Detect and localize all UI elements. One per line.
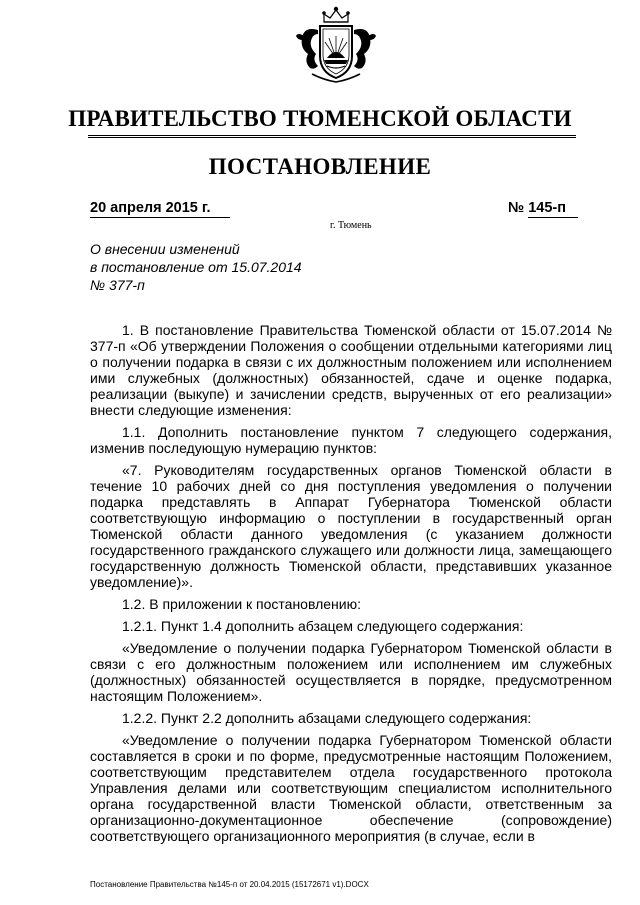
document-footer: Постановление Правительства №145-п от 20.04.2015 (15172671 v1).DOCX bbox=[90, 880, 369, 889]
subject-line: О внесении изменений bbox=[90, 241, 240, 257]
document-number bbox=[508, 200, 594, 218]
number-prefix: № bbox=[508, 200, 525, 216]
number-value: 145-п bbox=[528, 200, 578, 218]
body-paragraph: «Уведомление о получении подарка Губернатором Тюменской области составляется в сроки и по форме, предусмотренные настоящим Положением, соответствующим представителем отдела государственного протокола Управления делами или соответствующим специалистом исполнительного органа государственной власти Тюменской области, ответственным за организационно-документационное обеспечение (сопровождение) соответствующего организационного мероприятия (в случае, если в bbox=[90, 732, 612, 844]
document-city: г. Тюмень bbox=[330, 220, 372, 231]
document-subject bbox=[90, 240, 350, 294]
subject-line: в постановление от 15.07.2014 bbox=[90, 259, 302, 275]
header-rule-bottom bbox=[88, 137, 576, 138]
body-paragraph: 1.2.2. Пункт 2.2 дополнить абзацами следующего содержания: bbox=[122, 710, 532, 726]
header-rule-top bbox=[88, 135, 576, 136]
document-type: ПОСТАНОВЛЕНИЕ bbox=[208, 154, 432, 179]
organization-title: ПРАВИТЕЛЬСТВО ТЮМЕНСКОЙ ОБЛАСТИ bbox=[68, 106, 572, 131]
body-paragraph: 1.2. В приложении к постановлению: bbox=[122, 596, 361, 612]
body-paragraph: 1.1. Дополнить постановление пунктом 7 следующего содержания, изменив последующую нумерацию пунктов: bbox=[90, 424, 612, 456]
body-paragraph: 1.2.1. Пункт 1.4 дополнить абзацем следующего содержания: bbox=[122, 618, 524, 634]
body-paragraph: 1. В постановление Правительства Тюменской области от 15.07.2014 № 377-п «Об утверждении Положения о сообщении отдельными категориями лиц о получении подарка в связи с их должностным положением или исполнением ими служебных (должностных) обязанностей, сдаче и оценке подарка, реализации (выкупе) и зачислении средств, вырученных от его реализации» внести следующие изменения: bbox=[90, 322, 612, 418]
body-paragraph: «Уведомление о получении подарка Губернатором Тюменской области в связи с его должностным положением или исполнением им служебных (должностных) обязанностей осуществляется в порядке, предусмотренном настоящим Положением». bbox=[90, 640, 612, 704]
subject-line: № 377-п bbox=[90, 277, 145, 293]
document-body bbox=[90, 322, 612, 850]
document-date: 20 апреля 2015 г. bbox=[90, 200, 230, 218]
coat-of-arms-icon bbox=[294, 6, 378, 84]
body-paragraph: «7. Руководителям государственных органов Тюменской области в течение 10 рабочих дней со дня поступления уведомления о получении подарка представлять в Аппарат Губернатора Тюменской области соответствующую информацию о поступлении в государственный орган Тюменской области данного уведомления (с указанием должности государственного гражданского служащего или должности лица, замещающего государственную должность Тюменской области, представивших указанное уведомление)». bbox=[90, 462, 612, 590]
